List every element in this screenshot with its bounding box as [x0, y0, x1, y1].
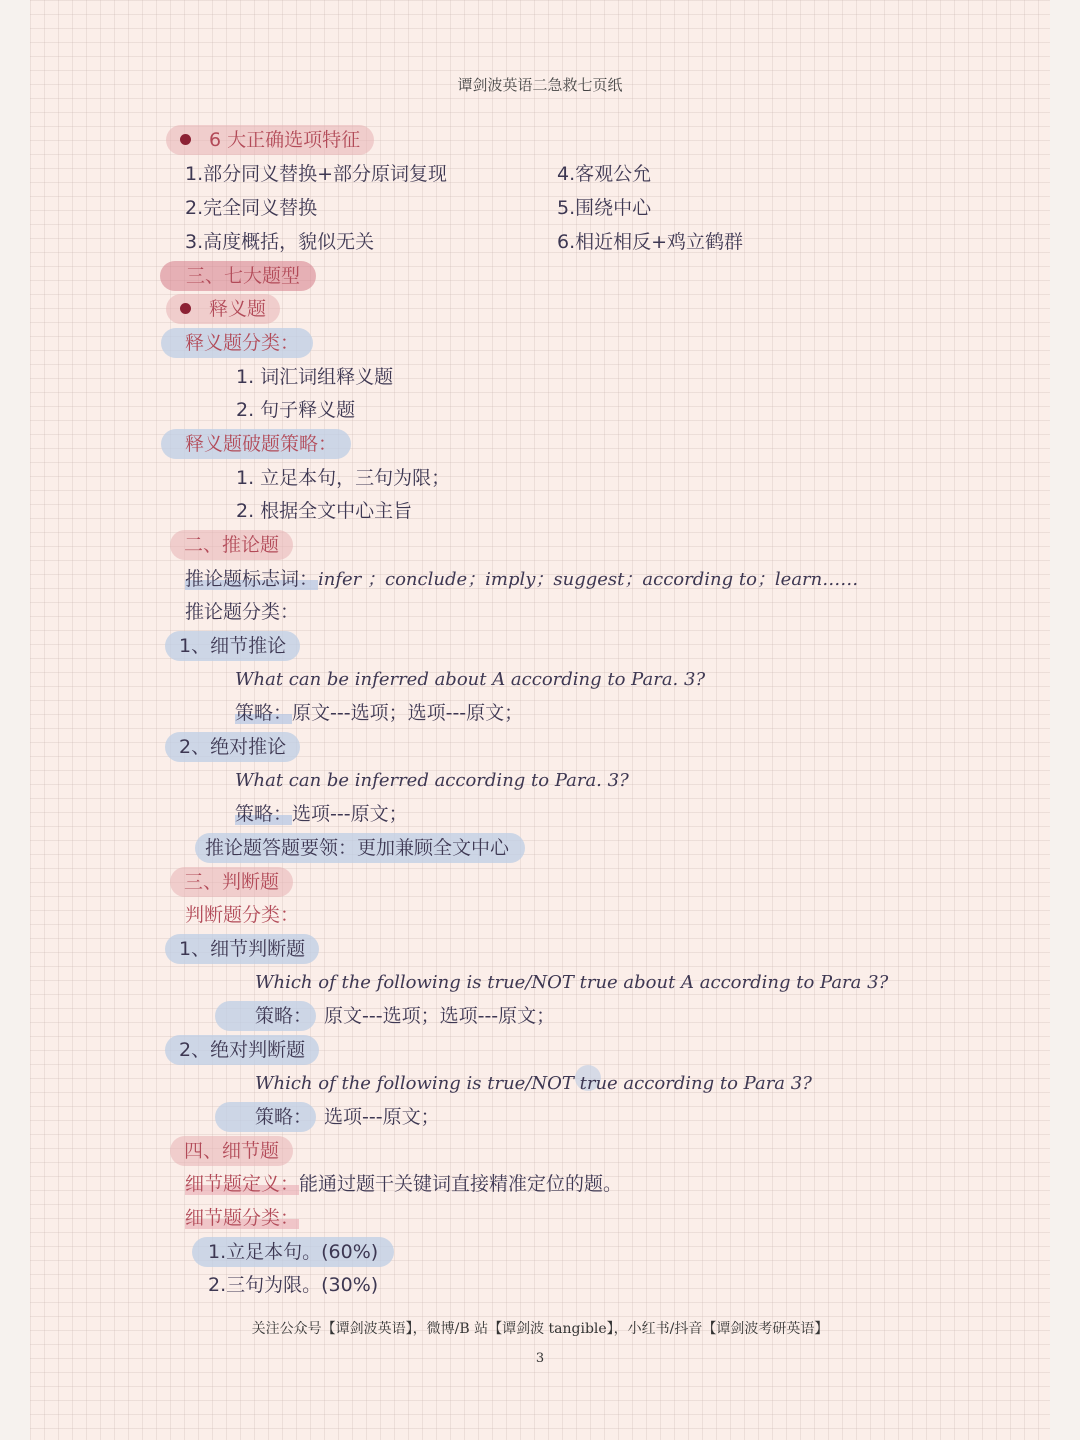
sub3-cat-label: 判断题分类： — [185, 904, 300, 926]
sub1-cat-label-row — [161, 328, 313, 358]
sub2-type1: 1、细节推论 — [165, 631, 300, 661]
page-footer: 关注公众号【谭剑波英语】，微博/B 站【谭剑波 tangible】，小红书/抖音【谭剑波考研英语】 — [251, 1321, 829, 1337]
bullet-icon — [180, 303, 191, 314]
sub2-type2-question: What can be inferred according to Para. 3? — [235, 770, 629, 791]
sub2-keywords-row — [185, 564, 858, 594]
sub1-strategy-label-row — [161, 429, 351, 459]
sub1-title-row — [166, 294, 280, 324]
feature-item-6: 6.相近相反+鸡立鹤群 — [557, 231, 744, 253]
sub1-strategy-2: 2. 根据全文中心主旨 — [236, 500, 413, 522]
sub3-type2-row — [165, 1035, 319, 1065]
sub3-type2: 2、绝对判断题 — [165, 1035, 319, 1065]
sub4-cat-1-row — [192, 1237, 394, 1267]
sub2-type1-strategy: 原文---选项；选项---原文； — [292, 702, 524, 724]
sub3-type2-strategy-label: 策略： — [215, 1102, 316, 1132]
sub3-type1-question: Which of the following is true/NOT true about A according to Para 3? — [255, 972, 889, 993]
sub3-title: 三、判断题 — [170, 867, 293, 897]
feature-item-3: 3.高度概括，貌似无关 — [185, 231, 375, 253]
feature-item-5: 5.围绕中心 — [557, 197, 652, 219]
sub2-type2-row — [165, 732, 300, 762]
section1-title: 6 大正确选项特征 — [209, 129, 361, 151]
sub3-type1: 1、细节判断题 — [165, 934, 319, 964]
sub3-type2-strategy: 选项---原文； — [324, 1106, 440, 1128]
sub2-tip-row — [195, 833, 525, 863]
sub4-title: 四、细节题 — [170, 1136, 293, 1166]
sub3-type1-strategy: 原文---选项；选项---原文； — [324, 1005, 556, 1027]
sub2-type1-question: What can be inferred about A according to Para. 3? — [235, 669, 706, 690]
sub2-type1-strategy-row — [235, 698, 523, 728]
sub2-title: 二、推论题 — [170, 530, 293, 560]
bullet-icon — [180, 134, 191, 145]
sub4-cat-1: 1.立足本句。(60%) — [192, 1237, 394, 1267]
section2-title-row — [160, 261, 316, 291]
sub1-title: 释义题 — [209, 298, 267, 320]
sub1-strategy-1: 1. 立足本句，三句为限； — [236, 467, 451, 489]
sub2-title-row — [170, 530, 293, 560]
sub2-cat-label: 推论题分类： — [185, 601, 300, 623]
sub2-keywords: infer ；conclude；imply；suggest；according to；learn…… — [318, 569, 859, 590]
sub4-def: 能通过题干关键词直接精准定位的题。 — [299, 1173, 623, 1195]
sub1-title-highlight — [166, 294, 280, 324]
sub4-title-row — [170, 1136, 293, 1166]
sub4-def-label: 细节题定义： — [185, 1173, 300, 1195]
feature-item-4: 4.客观公允 — [557, 163, 652, 185]
sub2-type2-strategy-row — [235, 799, 408, 829]
sub2-type1-row — [165, 631, 300, 661]
sub2-type2-strategy-label: 策略： — [235, 803, 293, 825]
sub3-type1-strategy-row — [215, 1001, 555, 1031]
section1-title-highlight — [166, 125, 374, 155]
sub2-type1-strategy-label: 策略： — [235, 702, 293, 724]
sub4-cat-label: 细节题分类： — [185, 1207, 300, 1229]
sub4-def-row — [185, 1169, 622, 1199]
page-number: 3 — [535, 1351, 545, 1366]
sub3-title-row — [170, 867, 293, 897]
sub2-type2: 2、绝对推论 — [165, 732, 300, 762]
sub3-type1-row — [165, 934, 319, 964]
notebook-page — [30, 0, 1050, 1440]
sub2-keywords-label: 推论题标志词： — [185, 568, 319, 590]
feature-item-2: 2.完全同义替换 — [185, 197, 318, 219]
sub1-cat-2: 2. 句子释义题 — [236, 399, 356, 421]
sub1-cat-1: 1. 词汇词组释义题 — [236, 366, 394, 388]
section2-title: 三、七大题型 — [160, 261, 316, 291]
feature-item-1: 1.部分同义替换+部分原词复现 — [185, 163, 448, 185]
sub4-cat-2: 2.三句为限。(30%) — [208, 1274, 379, 1296]
sub2-tip: 推论题答题要领：更加兼顾全文中心 — [195, 833, 525, 863]
page-header: 谭剑波英语二急救七页纸 — [457, 76, 623, 94]
sub3-type1-strategy-label: 策略： — [215, 1001, 316, 1031]
section1-title-row — [166, 125, 374, 155]
sub3-type2-strategy-row — [215, 1102, 440, 1132]
sub2-type2-strategy: 选项---原文； — [292, 803, 408, 825]
sub1-cat-label: 释义题分类： — [161, 328, 313, 358]
sub1-strategy-label: 释义题破题策略： — [161, 429, 351, 459]
sub4-cat-label-row — [185, 1203, 299, 1233]
sub3-type2-question: Which of the following is true/NOT true according to Para 3? — [255, 1073, 812, 1094]
